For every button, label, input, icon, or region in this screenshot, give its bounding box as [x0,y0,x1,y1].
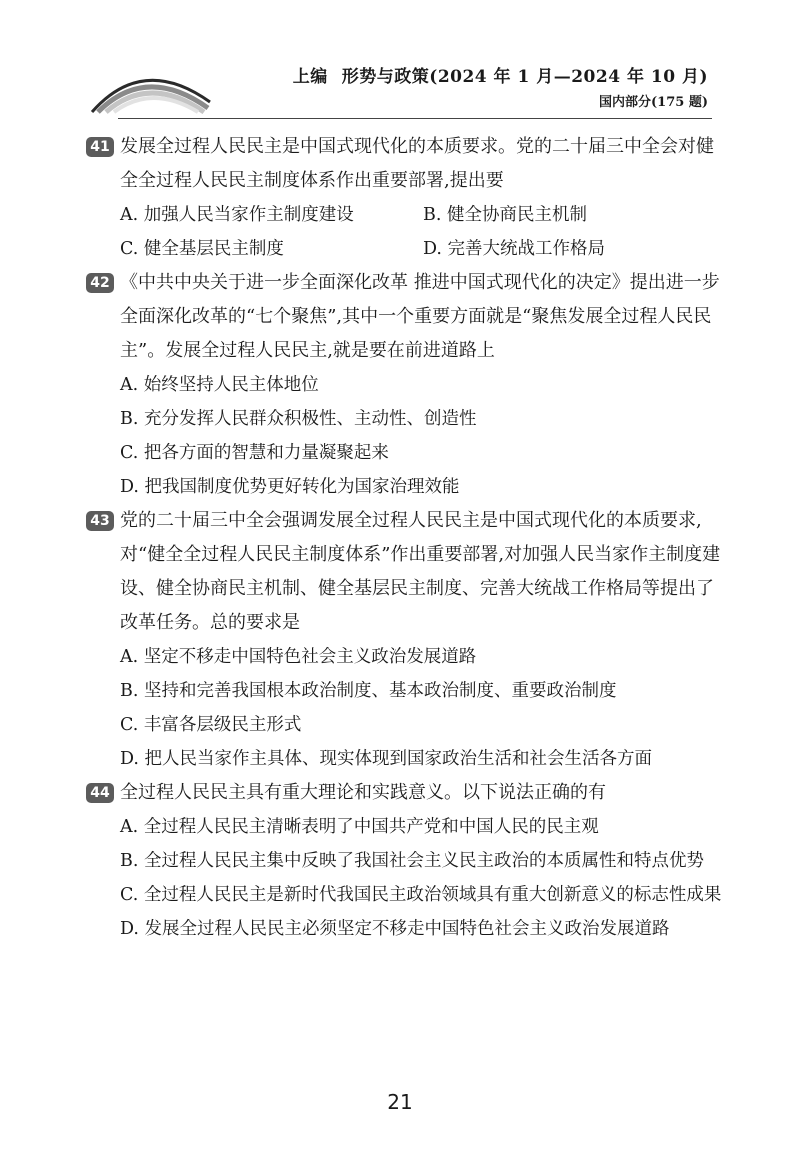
option-c: C. 把各方面的智慧和力量凝聚起来 [120,443,389,463]
option-row [120,232,726,266]
page-header [0,0,800,120]
header-divider [118,118,712,119]
option-b: B. 健全协商民主机制 [423,205,587,225]
question-stem [86,266,726,368]
question-number-badge: 42 [86,273,114,293]
option-list [86,198,726,266]
option-d: D. 把我国制度优势更好转化为国家治理效能 [120,477,460,497]
question-text: 全过程人民民主具有重大理论和实践意义。以下说法正确的有 [120,782,606,803]
question-44 [86,776,726,946]
question-list [86,130,726,946]
question-42 [86,266,726,504]
option-list [86,810,726,946]
question-text: 发展全过程人民民主是中国式现代化的本质要求。党的二十届三中全会对健全全过程人民民主制度体系作出重要部署,提出要 [120,136,714,191]
question-43 [86,504,726,776]
option-a: A. 始终坚持人民主体地位 [120,375,319,395]
page-number: 21 [387,1090,413,1114]
option-row [120,198,726,232]
question-number-badge: 44 [86,783,114,803]
option-a: A. 全过程人民民主清晰表明了中国共产党和中国人民的民主观 [120,817,599,837]
question-41 [86,130,726,266]
option-c: C. 丰富各层级民主形式 [120,715,302,735]
question-number-badge: 43 [86,511,114,531]
option-d: D. 把人民当家作主具体、现实体现到国家政治生活和社会生活各方面 [120,749,653,769]
option-a: A. 坚定不移走中国特色社会主义政治发展道路 [120,647,477,667]
option-c: C. 健全基层民主制度 [120,239,284,259]
option-d: D. 完善大统战工作格局 [423,239,606,259]
header-title [293,62,708,87]
question-stem [86,130,726,198]
option-d: D. 发展全过程人民民主必须坚定不移走中国特色社会主义政治发展道路 [120,919,670,939]
option-a: A. 加强人民当家作主制度建设 [120,205,354,225]
option-c: C. 全过程人民民主是新时代我国民主政治领域具有重大创新意义的标志性成果 [120,885,722,905]
arc-logo-decoration [88,62,218,114]
question-number-badge: 41 [86,137,114,157]
header-part: 上编 [292,67,328,87]
option-b: B. 坚持和完善我国根本政治制度、基本政治制度、重要政治制度 [120,681,617,701]
question-text: 党的二十届三中全会强调发展全过程人民民主是中国式现代化的本质要求,对“健全全过程人民民主制度体系”作出重要部署,对加强人民当家作主制度建设、健全协商民主机制、健全基层民主制度、完善大统战工作格局等提出了改革任务。总的要求是 [120,510,721,633]
header-subtitle: 国内部分(175 题) [599,95,708,110]
option-b: B. 充分发挥人民群众积极性、主动性、创造性 [120,409,477,429]
question-text: 《中共中央关于进一步全面深化改革 推进中国式现代化的决定》提出进一步全面深化改革的“七个聚焦”,其中一个重要方面就是“聚焦发展全过程人民民主”。发展全过程人民民主,就是要在前进道路上 [120,272,720,361]
header-title-text: 形势与政策(2024 年 1 月—2024 年 10 月) [341,67,708,87]
option-list [86,640,726,776]
option-b: B. 全过程人民民主集中反映了我国社会主义民主政治的本质属性和特点优势 [120,851,704,871]
question-stem [86,776,726,810]
question-stem [86,504,726,640]
option-list [86,368,726,504]
